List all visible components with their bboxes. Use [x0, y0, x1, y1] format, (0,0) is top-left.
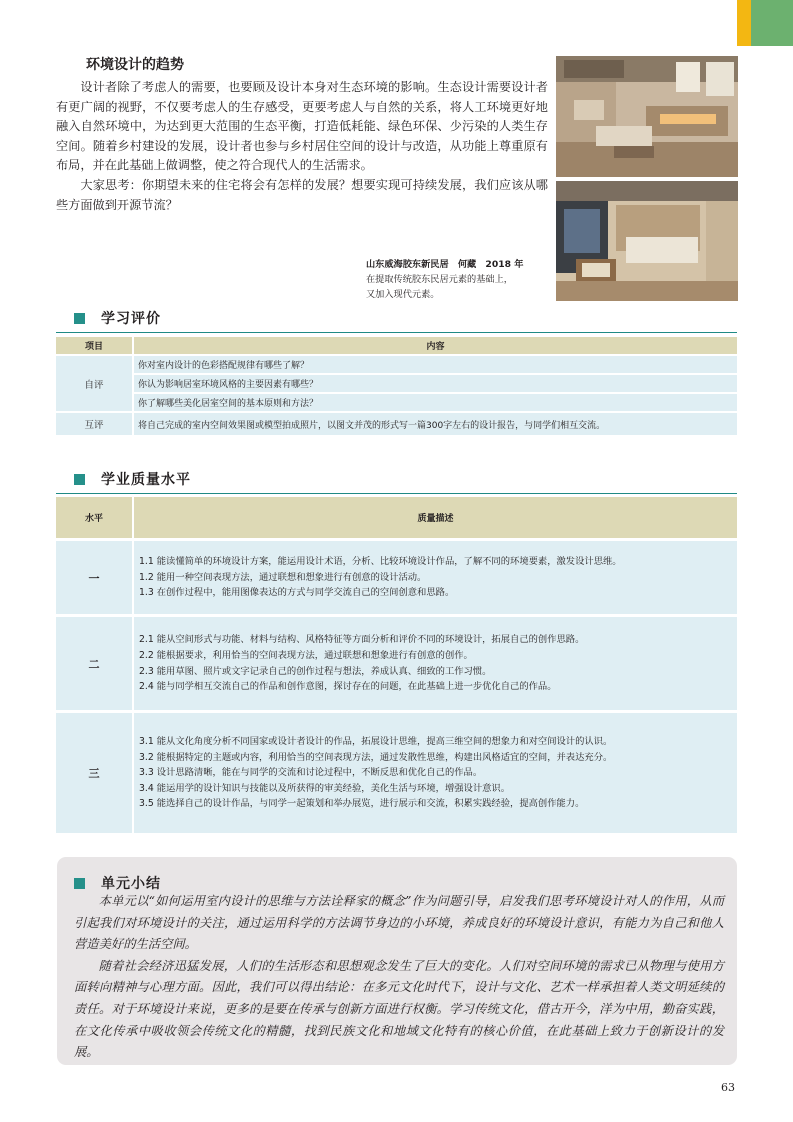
list-item: 3.4 能运用学的设计知识与技能以及所获得的审美经验，美化生活与环境，增强设计意识。 — [139, 782, 511, 794]
evaluation-heading-text: 学习评价 — [101, 311, 161, 327]
col-header-level: 水平 — [56, 497, 132, 538]
list-item: 3.2 能根据特定的主题或内容，利用恰当的空间表现方法，通过发散性思维，构建出风格适宜的空间，并表达充分。 — [139, 751, 613, 763]
quality-level-row — [56, 541, 737, 614]
section-divider — [56, 493, 737, 494]
peer-eval-group — [56, 413, 737, 435]
summary-heading-text: 单元小结 — [101, 876, 161, 892]
list-item: 2.2 能根据要求，利用恰当的空间表现方法，通过联想和想象进行有创意的创作。 — [139, 649, 473, 661]
self-eval-group — [56, 356, 737, 411]
col-header-content: 内容 — [134, 337, 737, 354]
caption-title: 山东威海胶东新民居 何藏 2018 年 — [366, 259, 524, 270]
summary-paragraph: 随着社会经济迅猛发展，人们的生活形态和思想观念发生了巨大的变化。人们对空间环境的需求已从物理与使用方面转向精神与心理方面。因此，我们可以得出结论：在多元文化时代下，设计与文化、艺术一样承担着人类文明延续的责任。对于环境设计来说，更多的是要在传承与创新方面进行权衡。学习传统文化，借古开今，洋为中用，勤奋实践，在文化传承中吸收领会传统文化的精髓，找到民族文化和地域文化特有的核心价值，在此基础上致力于创新设计的发展。 — [74, 958, 724, 1060]
self-eval-label: 自评 — [56, 356, 132, 411]
list-item: 3.5 能选择自己的设计作品，与同学一起策划和举办展览，进行展示和交流，积累实践经验，提高创作能力。 — [139, 798, 585, 810]
level-label: 三 — [56, 713, 132, 833]
quality-heading — [74, 469, 191, 489]
peer-eval-label: 互评 — [56, 413, 132, 435]
quality-level-row — [56, 617, 737, 710]
square-bullet-icon — [74, 878, 85, 889]
quality-table — [56, 497, 737, 833]
quality-level-row — [56, 713, 737, 833]
caption-text: 又加入现代元素。 — [366, 289, 440, 300]
table-header-row — [56, 337, 737, 354]
bedroom-photo — [556, 181, 738, 301]
table-header-row — [56, 497, 737, 538]
table-row: 将自己完成的室内空间效果图或模型拍成照片，以图文并茂的形式写一篇300字左右的设计报告，与同学们相互交流。 — [134, 413, 737, 435]
list-item: 1.1 能读懂简单的环境设计方案，能运用设计术语，分析、比较环境设计作品，了解不同的环境要素，激发设计思维。 — [139, 556, 622, 568]
trend-paragraph: 大家思考：你期望未来的住宅将会有怎样的发展？想要实现可持续发展，我们应该从哪些方面做到开源节流？ — [56, 177, 548, 212]
summary-body — [74, 891, 724, 1064]
list-item: 1.2 能用一种空间表现方法，通过联想和想象进行有创意的设计活动。 — [139, 571, 427, 583]
col-header-item: 项目 — [56, 337, 132, 354]
evaluation-heading — [74, 308, 161, 328]
trend-section-body — [56, 78, 548, 215]
corner-tab-yellow — [737, 0, 751, 46]
summary-paragraph: 本单元以“如何运用室内设计的思维与方法诠释家的概念”作为问题引导，启发我们思考环境设计对人的作用，从而引起我们对环境设计的关注，通过运用科学的方法调节身边的小环境，养成良好的环境设计意识，有能力为自己和他人营造美好的生活空间。 — [74, 894, 724, 952]
section-divider — [56, 332, 737, 333]
list-item: 3.1 能从文化角度分析不同国家或设计者设计的作品，拓展设计思维，提高三维空间的想象力和对空间设计的认识。 — [139, 736, 613, 748]
trend-paragraph: 设计者除了考虑人的需要，也要顾及设计本身对生态环境的影响。生态设计需要设计者有更广阔的视野，不仅要考虑人的生存感受，更要考虑人与自然的关系，将人工环境更好地融入自然环境中，为达到更大范围的生态平衡，打造低耗能、绿色环保、少污染的人类生存空间。随着乡村建设的发展，设计者也参与乡村居住空间的设计与改造，从功能上尊重原有布局，并在此基础上做调整，使之符合现代人的生活需求。 — [56, 80, 548, 173]
photo-caption — [366, 257, 550, 302]
level-label: 一 — [56, 541, 132, 614]
list-item: 2.4 能与同学相互交流自己的作品和创作意图，探讨存在的问题，在此基础上进一步优化自己的作品。 — [139, 681, 557, 693]
living-room-photo — [556, 56, 738, 177]
table-row: 你认为影响居室环境风格的主要因素有哪些？ — [134, 375, 737, 392]
corner-tab-green — [751, 0, 793, 46]
quality-heading-text: 学业质量水平 — [101, 472, 191, 488]
page-number: 63 — [721, 1081, 735, 1094]
trend-section-title: 环境设计的趋势 — [86, 57, 184, 73]
level-label: 二 — [56, 617, 132, 710]
col-header-description: 质量描述 — [134, 497, 737, 538]
list-item: 2.3 能用草图、照片或文字记录自己的创作过程与想法，养成认真、细致的工作习惯。 — [139, 665, 492, 677]
summary-heading — [74, 873, 161, 893]
list-item: 3.3 设计思路清晰，能在与同学的交流和讨论过程中，不断反思和优化自己的作品。 — [139, 767, 483, 779]
list-item: 2.1 能从空间形式与功能、材料与结构、风格特征等方面分析和评价不同的环境设计，拓展自己的创作思路。 — [139, 634, 585, 646]
square-bullet-icon — [74, 313, 85, 324]
evaluation-table — [56, 337, 737, 435]
table-row: 你对室内设计的色彩搭配规律有哪些了解？ — [134, 356, 737, 373]
square-bullet-icon — [74, 474, 85, 485]
table-row: 你了解哪些美化居室空间的基本原则和方法？ — [134, 394, 737, 411]
list-item: 1.3 在创作过程中，能用图像表达的方式与同学交流自己的空间创意和思路。 — [139, 587, 455, 599]
caption-text: 在提取传统胶东民居元素的基础上， — [366, 274, 513, 285]
